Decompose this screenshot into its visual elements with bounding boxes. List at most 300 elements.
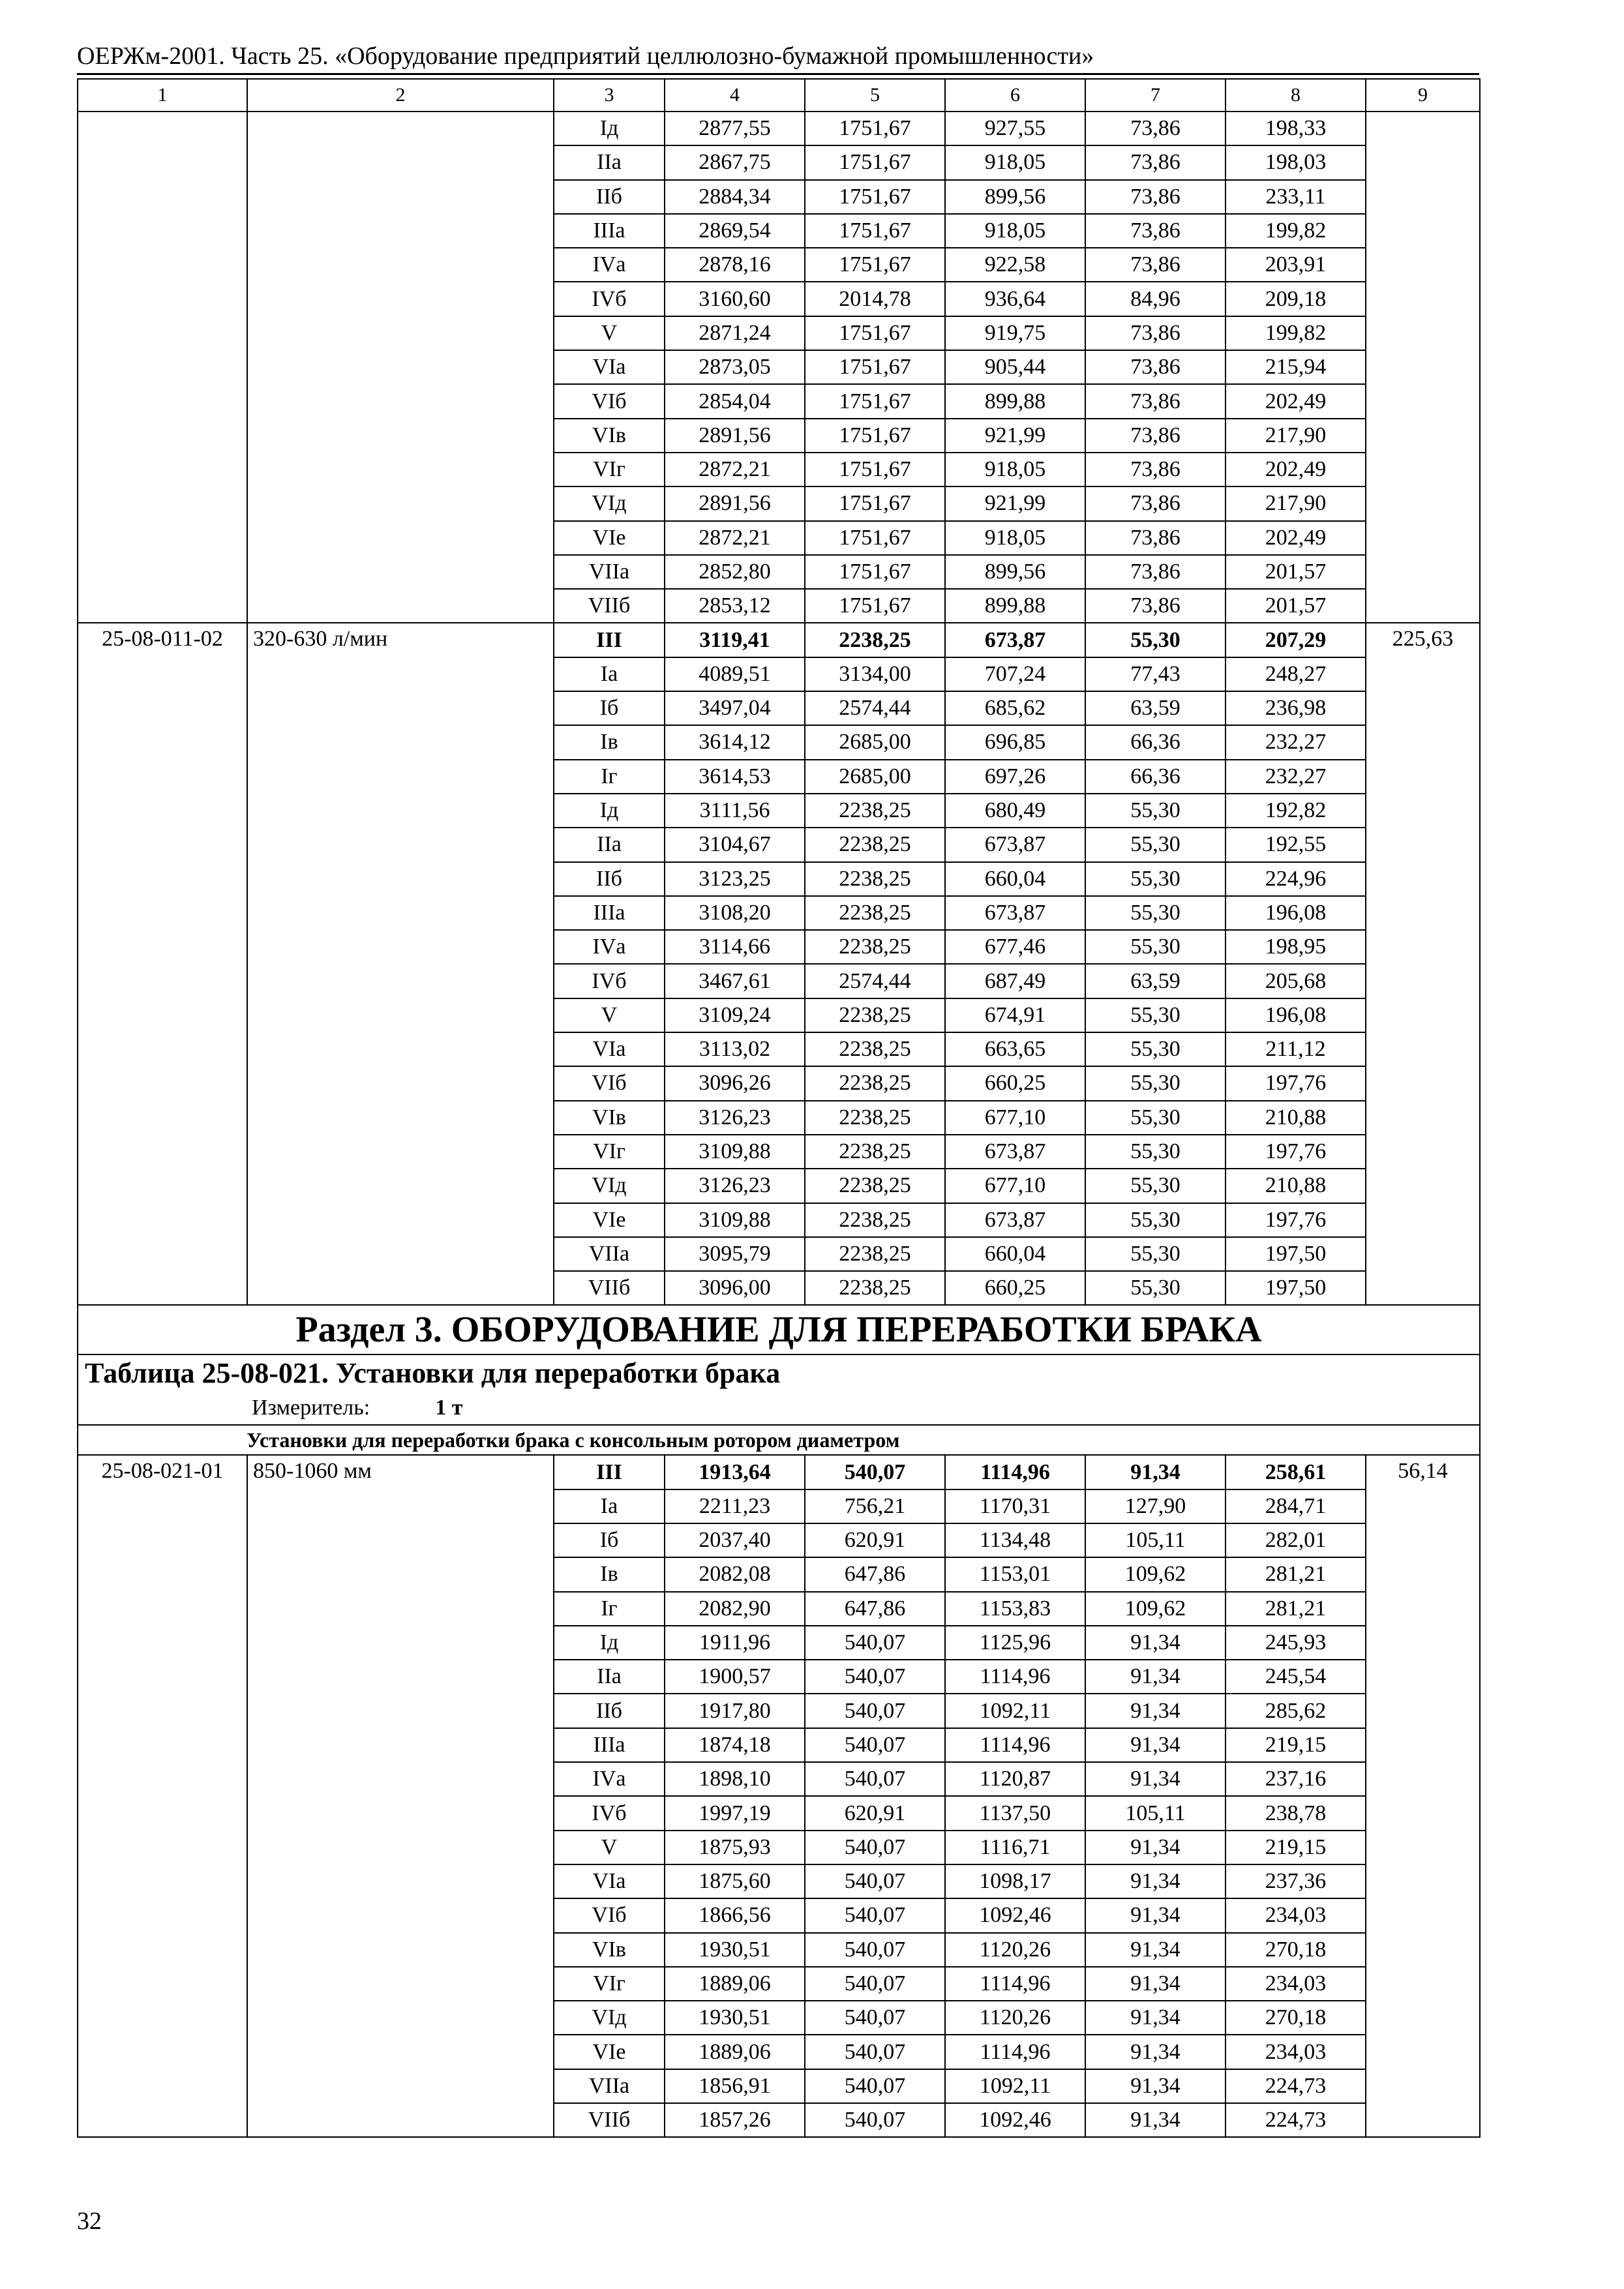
price-table — [77, 78, 1481, 2138]
total-cost-cell: 2037,40 — [665, 1523, 805, 1557]
labor-cost-cell: 1751,67 — [805, 453, 945, 486]
measure-value: 1 т — [435, 1396, 463, 1420]
zone-cell: V — [554, 998, 665, 1032]
machine-cost-cell: 1120,87 — [945, 1762, 1085, 1796]
machine-cost-cell: 1120,26 — [945, 2001, 1085, 2035]
labor-cost-cell: 2238,25 — [805, 794, 945, 828]
driver-wage-cell: 73,86 — [1085, 419, 1226, 453]
table-row — [78, 623, 1480, 657]
driver-wage-cell: 55,30 — [1085, 1203, 1226, 1237]
machine-cost-cell: 1170,31 — [945, 1489, 1085, 1523]
material-cost-cell: 215,94 — [1226, 350, 1366, 384]
labor-cost-cell: 2574,44 — [805, 964, 945, 998]
labor-cost-cell: 1751,67 — [805, 112, 945, 145]
machine-cost-cell: 660,04 — [945, 862, 1085, 896]
total-cost-cell: 3126,23 — [665, 1101, 805, 1135]
material-cost-cell: 210,88 — [1226, 1169, 1366, 1203]
group-title: Установки для переработки брака с консольным ротором диаметром — [78, 1425, 1480, 1455]
machine-cost-cell: 1153,83 — [945, 1592, 1085, 1626]
labor-cost-cell: 540,07 — [805, 1626, 945, 1660]
total-cost-cell: 3113,02 — [665, 1032, 805, 1066]
item-name — [247, 112, 554, 623]
zone-cell: VIг — [554, 1967, 665, 2001]
driver-wage-cell: 91,34 — [1085, 1626, 1226, 1660]
zone-cell: Iв — [554, 725, 665, 759]
labor-cost-cell: 1751,67 — [805, 180, 945, 214]
item-code: 25-08-011-02 — [78, 623, 247, 1305]
material-cost-cell: 245,54 — [1226, 1660, 1366, 1694]
material-cost-cell: 203,91 — [1226, 248, 1366, 282]
total-cost-cell: 3614,12 — [665, 725, 805, 759]
driver-wage-cell: 55,30 — [1085, 998, 1226, 1032]
machine-cost-cell: 921,99 — [945, 486, 1085, 520]
driver-wage-cell: 73,86 — [1085, 350, 1226, 384]
page-number: 32 — [77, 2207, 102, 2235]
zone-cell: III — [554, 623, 665, 657]
material-cost-cell: 224,73 — [1226, 2069, 1366, 2103]
machine-cost-cell: 673,87 — [945, 828, 1085, 861]
driver-wage-cell: 55,30 — [1085, 1101, 1226, 1135]
material-cost-cell: 234,03 — [1226, 1898, 1366, 1932]
labor-cost-cell: 2238,25 — [805, 1169, 945, 1203]
zone-cell: VIв — [554, 1101, 665, 1135]
item-name: 320-630 л/мин — [247, 623, 554, 1305]
material-cost-cell: 210,88 — [1226, 1101, 1366, 1135]
zone-cell: IVа — [554, 930, 665, 964]
zone-cell: VIб — [554, 1898, 665, 1932]
total-cost-cell: 2082,90 — [665, 1592, 805, 1626]
material-cost-cell: 197,76 — [1226, 1203, 1366, 1237]
section-title: Раздел 3. ОБОРУДОВАНИЕ ДЛЯ ПЕРЕРАБОТКИ БРАКА — [78, 1305, 1480, 1354]
col-num-2: 2 — [247, 79, 554, 112]
driver-wage-cell: 55,30 — [1085, 896, 1226, 930]
material-cost-cell: 284,71 — [1226, 1489, 1366, 1523]
total-cost-cell: 2869,54 — [665, 214, 805, 248]
labor-cost-cell: 1751,67 — [805, 214, 945, 248]
machine-cost-cell: 677,10 — [945, 1169, 1085, 1203]
labor-cost-cell: 1751,67 — [805, 419, 945, 453]
labor-cost-cell: 756,21 — [805, 1489, 945, 1523]
labor-cost-cell: 540,07 — [805, 2035, 945, 2069]
labor-cost-cell: 2685,00 — [805, 725, 945, 759]
material-cost-cell: 201,57 — [1226, 555, 1366, 589]
zone-cell: IIа — [554, 1660, 665, 1694]
machine-cost-cell: 899,56 — [945, 555, 1085, 589]
total-cost-cell: 1889,06 — [665, 1967, 805, 2001]
machine-cost-cell: 1137,50 — [945, 1796, 1085, 1830]
total-cost-cell: 3497,04 — [665, 691, 805, 725]
driver-wage-cell: 77,43 — [1085, 657, 1226, 691]
driver-wage-cell: 109,62 — [1085, 1557, 1226, 1591]
material-cost-cell: 282,01 — [1226, 1523, 1366, 1557]
material-cost-cell: 192,82 — [1226, 794, 1366, 828]
material-cost-cell: 217,90 — [1226, 486, 1366, 520]
total-cost-cell: 3104,67 — [665, 828, 805, 861]
zone-cell: IIб — [554, 1694, 665, 1728]
material-cost-cell: 196,08 — [1226, 998, 1366, 1032]
zone-cell: VIа — [554, 1032, 665, 1066]
labor-hours-cell: 56,14 — [1366, 1455, 1480, 2137]
zone-cell: Iа — [554, 657, 665, 691]
labor-cost-cell: 2238,25 — [805, 1237, 945, 1271]
machine-cost-cell: 1098,17 — [945, 1864, 1085, 1898]
labor-cost-cell: 2685,00 — [805, 760, 945, 794]
zone-cell: IIа — [554, 145, 665, 179]
material-cost-cell: 232,27 — [1226, 725, 1366, 759]
material-cost-cell: 236,98 — [1226, 691, 1366, 725]
labor-cost-cell: 540,07 — [805, 1864, 945, 1898]
material-cost-cell: 209,18 — [1226, 282, 1366, 316]
machine-cost-cell: 1114,96 — [945, 1660, 1085, 1694]
total-cost-cell: 3095,79 — [665, 1237, 805, 1271]
material-cost-cell: 234,03 — [1226, 1967, 1366, 2001]
driver-wage-cell: 127,90 — [1085, 1489, 1226, 1523]
item-name: 850-1060 мм — [247, 1455, 554, 2137]
labor-cost-cell: 540,07 — [805, 1455, 945, 1489]
total-cost-cell: 3109,88 — [665, 1203, 805, 1237]
labor-cost-cell: 2238,25 — [805, 1203, 945, 1237]
machine-cost-cell: 921,99 — [945, 419, 1085, 453]
col-num-1: 1 — [78, 79, 247, 112]
driver-wage-cell: 55,30 — [1085, 930, 1226, 964]
machine-cost-cell: 919,75 — [945, 316, 1085, 350]
labor-cost-cell: 2238,25 — [805, 828, 945, 861]
zone-cell: IIIа — [554, 1728, 665, 1762]
driver-wage-cell: 73,86 — [1085, 589, 1226, 623]
driver-wage-cell: 73,86 — [1085, 384, 1226, 418]
material-cost-cell: 233,11 — [1226, 180, 1366, 214]
zone-cell: V — [554, 1831, 665, 1864]
material-cost-cell: 270,18 — [1226, 1933, 1366, 1967]
machine-cost-cell: 660,25 — [945, 1066, 1085, 1100]
total-cost-cell: 3126,23 — [665, 1169, 805, 1203]
machine-cost-cell: 899,56 — [945, 180, 1085, 214]
labor-cost-cell: 1751,67 — [805, 384, 945, 418]
table-title: Таблица 25-08-021. Установки для переработки брака — [78, 1354, 1480, 1392]
zone-cell: VIа — [554, 350, 665, 384]
total-cost-cell: 3109,24 — [665, 998, 805, 1032]
labor-cost-cell: 540,07 — [805, 2103, 945, 2137]
material-cost-cell: 197,50 — [1226, 1271, 1366, 1305]
total-cost-cell: 2211,23 — [665, 1489, 805, 1523]
total-cost-cell: 1917,80 — [665, 1694, 805, 1728]
labor-cost-cell: 2238,25 — [805, 1032, 945, 1066]
labor-hours-cell: 225,63 — [1366, 623, 1480, 1305]
zone-cell: Iб — [554, 691, 665, 725]
material-cost-cell: 202,49 — [1226, 384, 1366, 418]
driver-wage-cell: 91,34 — [1085, 1831, 1226, 1864]
total-cost-cell: 1875,93 — [665, 1831, 805, 1864]
total-cost-cell: 3614,53 — [665, 760, 805, 794]
material-cost-cell: 196,08 — [1226, 896, 1366, 930]
zone-cell: V — [554, 316, 665, 350]
zone-cell: VIд — [554, 2001, 665, 2035]
driver-wage-cell: 66,36 — [1085, 760, 1226, 794]
material-cost-cell: 238,78 — [1226, 1796, 1366, 1830]
labor-cost-cell: 2238,25 — [805, 930, 945, 964]
labor-cost-cell: 540,07 — [805, 1967, 945, 2001]
col-num-8: 8 — [1226, 79, 1366, 112]
material-cost-cell: 197,76 — [1226, 1135, 1366, 1169]
labor-cost-cell: 1751,67 — [805, 555, 945, 589]
material-cost-cell: 285,62 — [1226, 1694, 1366, 1728]
material-cost-cell: 234,03 — [1226, 2035, 1366, 2069]
machine-cost-cell: 1114,96 — [945, 1728, 1085, 1762]
labor-cost-cell: 647,86 — [805, 1592, 945, 1626]
labor-cost-cell: 1751,67 — [805, 589, 945, 623]
machine-cost-cell: 1116,71 — [945, 1831, 1085, 1864]
total-cost-cell: 2871,24 — [665, 316, 805, 350]
driver-wage-cell: 84,96 — [1085, 282, 1226, 316]
machine-cost-cell: 697,26 — [945, 760, 1085, 794]
total-cost-cell: 1930,51 — [665, 1933, 805, 1967]
driver-wage-cell: 55,30 — [1085, 794, 1226, 828]
machine-cost-cell: 905,44 — [945, 350, 1085, 384]
driver-wage-cell: 105,11 — [1085, 1796, 1226, 1830]
driver-wage-cell: 91,34 — [1085, 1933, 1226, 1967]
table-row — [78, 1455, 1480, 1489]
zone-cell: Iг — [554, 1592, 665, 1626]
labor-cost-cell: 1751,67 — [805, 145, 945, 179]
labor-hours-cell — [1366, 112, 1480, 623]
machine-cost-cell: 673,87 — [945, 896, 1085, 930]
labor-cost-cell: 540,07 — [805, 1660, 945, 1694]
driver-wage-cell: 63,59 — [1085, 691, 1226, 725]
zone-cell: IIб — [554, 180, 665, 214]
material-cost-cell: 219,15 — [1226, 1831, 1366, 1864]
zone-cell: IVб — [554, 1796, 665, 1830]
total-cost-cell: 2082,08 — [665, 1557, 805, 1591]
driver-wage-cell: 73,86 — [1085, 180, 1226, 214]
zone-cell: Iд — [554, 112, 665, 145]
material-cost-cell: 198,03 — [1226, 145, 1366, 179]
material-cost-cell: 211,12 — [1226, 1032, 1366, 1066]
zone-cell: IVб — [554, 964, 665, 998]
zone-cell: IIIа — [554, 214, 665, 248]
zone-cell: VIб — [554, 1066, 665, 1100]
total-cost-cell: 4089,51 — [665, 657, 805, 691]
material-cost-cell: 207,29 — [1226, 623, 1366, 657]
labor-cost-cell: 540,07 — [805, 1831, 945, 1864]
driver-wage-cell: 73,86 — [1085, 316, 1226, 350]
labor-cost-cell: 2238,25 — [805, 623, 945, 657]
zone-cell: VIIа — [554, 1237, 665, 1271]
driver-wage-cell: 91,34 — [1085, 1728, 1226, 1762]
labor-cost-cell: 540,07 — [805, 1933, 945, 1967]
total-cost-cell: 1856,91 — [665, 2069, 805, 2103]
total-cost-cell: 1857,26 — [665, 2103, 805, 2137]
machine-cost-cell: 673,87 — [945, 1135, 1085, 1169]
driver-wage-cell: 55,30 — [1085, 1169, 1226, 1203]
material-cost-cell: 232,27 — [1226, 760, 1366, 794]
material-cost-cell: 237,16 — [1226, 1762, 1366, 1796]
driver-wage-cell: 109,62 — [1085, 1592, 1226, 1626]
total-cost-cell: 3096,00 — [665, 1271, 805, 1305]
machine-cost-cell: 922,58 — [945, 248, 1085, 282]
driver-wage-cell: 91,34 — [1085, 2069, 1226, 2103]
material-cost-cell: 258,61 — [1226, 1455, 1366, 1489]
total-cost-cell: 1889,06 — [665, 2035, 805, 2069]
material-cost-cell: 217,90 — [1226, 419, 1366, 453]
machine-cost-cell: 707,24 — [945, 657, 1085, 691]
driver-wage-cell: 91,34 — [1085, 2001, 1226, 2035]
total-cost-cell: 3119,41 — [665, 623, 805, 657]
zone-cell: VIд — [554, 1169, 665, 1203]
machine-cost-cell: 1114,96 — [945, 1967, 1085, 2001]
material-cost-cell: 197,50 — [1226, 1237, 1366, 1271]
total-cost-cell: 2878,16 — [665, 248, 805, 282]
material-cost-cell: 281,21 — [1226, 1557, 1366, 1591]
total-cost-cell: 1911,96 — [665, 1626, 805, 1660]
driver-wage-cell: 73,86 — [1085, 453, 1226, 486]
material-cost-cell: 198,33 — [1226, 112, 1366, 145]
machine-cost-cell: 677,46 — [945, 930, 1085, 964]
machine-cost-cell: 674,91 — [945, 998, 1085, 1032]
labor-cost-cell: 2238,25 — [805, 1271, 945, 1305]
driver-wage-cell: 91,34 — [1085, 1762, 1226, 1796]
labor-cost-cell: 1751,67 — [805, 316, 945, 350]
machine-cost-cell: 673,87 — [945, 623, 1085, 657]
labor-cost-cell: 2238,25 — [805, 1135, 945, 1169]
machine-cost-cell: 1092,46 — [945, 1898, 1085, 1932]
driver-wage-cell: 55,30 — [1085, 828, 1226, 861]
labor-cost-cell: 1751,67 — [805, 521, 945, 555]
zone-cell: Iг — [554, 760, 665, 794]
section-row — [78, 1305, 1480, 1354]
measure-cell — [78, 1392, 1480, 1425]
machine-cost-cell: 660,25 — [945, 1271, 1085, 1305]
machine-cost-cell: 1153,01 — [945, 1557, 1085, 1591]
labor-cost-cell: 2238,25 — [805, 862, 945, 896]
total-cost-cell: 2891,56 — [665, 419, 805, 453]
total-cost-cell: 3123,25 — [665, 862, 805, 896]
page-header: ОЕРЖм-2001. Часть 25. «Оборудование предприятий целлюлозно-бумажной промышленности» — [77, 42, 1094, 70]
zone-cell: VIе — [554, 2035, 665, 2069]
material-cost-cell: 237,36 — [1226, 1864, 1366, 1898]
labor-cost-cell: 1751,67 — [805, 350, 945, 384]
labor-cost-cell: 540,07 — [805, 1898, 945, 1932]
zone-cell: Iд — [554, 1626, 665, 1660]
col-num-6: 6 — [945, 79, 1085, 112]
total-cost-cell: 3096,26 — [665, 1066, 805, 1100]
zone-cell: VIIб — [554, 2103, 665, 2137]
total-cost-cell: 1900,57 — [665, 1660, 805, 1694]
total-cost-cell: 2854,04 — [665, 384, 805, 418]
labor-cost-cell: 647,86 — [805, 1557, 945, 1591]
labor-cost-cell: 1751,67 — [805, 248, 945, 282]
labor-cost-cell: 540,07 — [805, 1694, 945, 1728]
zone-cell: Iб — [554, 1523, 665, 1557]
labor-cost-cell: 2014,78 — [805, 282, 945, 316]
zone-cell: VIIа — [554, 555, 665, 589]
zone-cell: VIв — [554, 1933, 665, 1967]
machine-cost-cell: 685,62 — [945, 691, 1085, 725]
machine-cost-cell: 1114,96 — [945, 1455, 1085, 1489]
driver-wage-cell: 91,34 — [1085, 2103, 1226, 2137]
machine-cost-cell: 677,10 — [945, 1101, 1085, 1135]
driver-wage-cell: 91,34 — [1085, 1455, 1226, 1489]
machine-cost-cell: 1092,11 — [945, 2069, 1085, 2103]
item-code — [78, 112, 247, 623]
machine-cost-cell: 1134,48 — [945, 1523, 1085, 1557]
total-cost-cell: 2877,55 — [665, 112, 805, 145]
zone-cell: IIб — [554, 862, 665, 896]
labor-cost-cell: 540,07 — [805, 2001, 945, 2035]
total-cost-cell: 2852,80 — [665, 555, 805, 589]
col-num-3: 3 — [554, 79, 665, 112]
measure-row — [78, 1392, 1480, 1425]
zone-cell: VIIб — [554, 1271, 665, 1305]
material-cost-cell: 224,96 — [1226, 862, 1366, 896]
material-cost-cell: 205,68 — [1226, 964, 1366, 998]
machine-cost-cell: 927,55 — [945, 112, 1085, 145]
machine-cost-cell: 1092,11 — [945, 1694, 1085, 1728]
driver-wage-cell: 91,34 — [1085, 1660, 1226, 1694]
zone-cell: VIг — [554, 453, 665, 486]
item-code: 25-08-021-01 — [78, 1455, 247, 2137]
labor-cost-cell: 2238,25 — [805, 998, 945, 1032]
total-cost-cell: 2891,56 — [665, 486, 805, 520]
machine-cost-cell: 673,87 — [945, 1203, 1085, 1237]
zone-cell: VIд — [554, 486, 665, 520]
material-cost-cell: 248,27 — [1226, 657, 1366, 691]
total-cost-cell: 2872,21 — [665, 521, 805, 555]
machine-cost-cell: 1120,26 — [945, 1933, 1085, 1967]
total-cost-cell: 1875,60 — [665, 1864, 805, 1898]
header-rule — [77, 73, 1479, 75]
driver-wage-cell: 55,30 — [1085, 623, 1226, 657]
material-cost-cell: 219,15 — [1226, 1728, 1366, 1762]
material-cost-cell: 245,93 — [1226, 1626, 1366, 1660]
driver-wage-cell: 73,86 — [1085, 521, 1226, 555]
driver-wage-cell: 73,86 — [1085, 555, 1226, 589]
total-cost-cell: 1997,19 — [665, 1796, 805, 1830]
driver-wage-cell: 55,30 — [1085, 1237, 1226, 1271]
zone-cell: VIв — [554, 419, 665, 453]
labor-cost-cell: 1751,67 — [805, 486, 945, 520]
labor-cost-cell: 620,91 — [805, 1523, 945, 1557]
zone-cell: IVа — [554, 1762, 665, 1796]
total-cost-cell: 2872,21 — [665, 453, 805, 486]
labor-cost-cell: 2574,44 — [805, 691, 945, 725]
material-cost-cell: 202,49 — [1226, 521, 1366, 555]
labor-cost-cell: 540,07 — [805, 1728, 945, 1762]
total-cost-cell: 1874,18 — [665, 1728, 805, 1762]
total-cost-cell: 3467,61 — [665, 964, 805, 998]
machine-cost-cell: 687,49 — [945, 964, 1085, 998]
material-cost-cell: 198,95 — [1226, 930, 1366, 964]
column-number-row — [78, 79, 1480, 112]
driver-wage-cell: 91,34 — [1085, 1694, 1226, 1728]
total-cost-cell: 3160,60 — [665, 282, 805, 316]
zone-cell: IVа — [554, 248, 665, 282]
material-cost-cell: 224,73 — [1226, 2103, 1366, 2137]
total-cost-cell: 3111,56 — [665, 794, 805, 828]
total-cost-cell: 1898,10 — [665, 1762, 805, 1796]
col-num-7: 7 — [1085, 79, 1226, 112]
labor-cost-cell: 2238,25 — [805, 1101, 945, 1135]
machine-cost-cell: 918,05 — [945, 453, 1085, 486]
machine-cost-cell: 1125,96 — [945, 1626, 1085, 1660]
labor-cost-cell: 540,07 — [805, 2069, 945, 2103]
driver-wage-cell: 55,30 — [1085, 1135, 1226, 1169]
zone-cell: VIIа — [554, 2069, 665, 2103]
machine-cost-cell: 1114,96 — [945, 2035, 1085, 2069]
zone-cell: IVб — [554, 282, 665, 316]
machine-cost-cell: 680,49 — [945, 794, 1085, 828]
col-num-9: 9 — [1366, 79, 1480, 112]
material-cost-cell: 199,82 — [1226, 214, 1366, 248]
